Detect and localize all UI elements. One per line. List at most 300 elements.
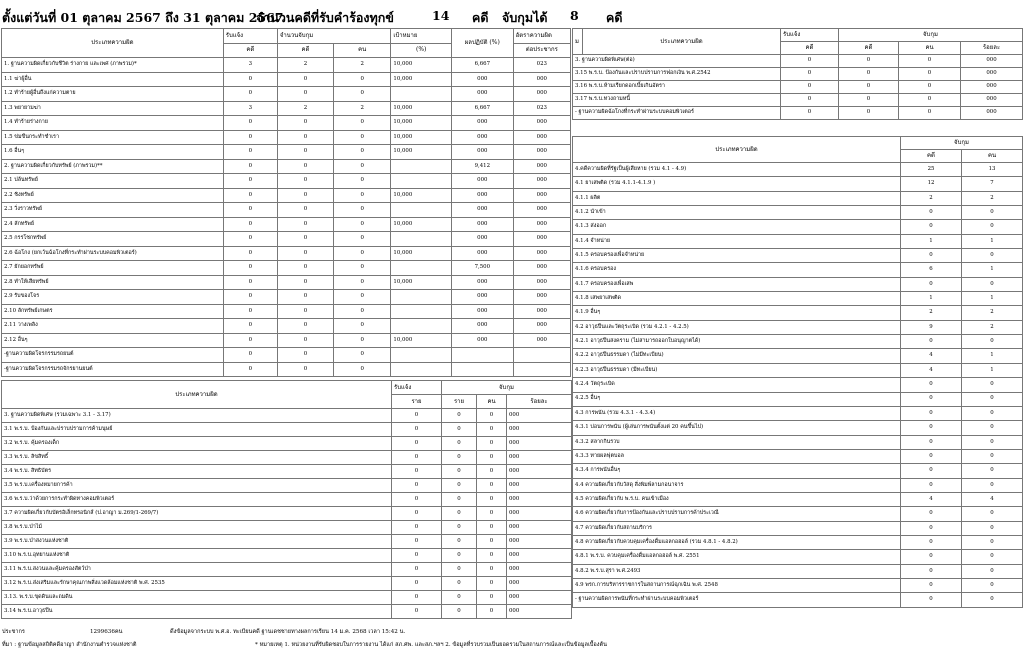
arrest-cases: 0 bbox=[277, 261, 333, 276]
crime-type: 3.13. พ.ร.บ.ขุดดินและถมดิน bbox=[2, 591, 392, 605]
reported-cases: 0 bbox=[223, 304, 277, 319]
rt-header-case1: คดี bbox=[781, 42, 839, 55]
result-percent: 000 bbox=[451, 145, 513, 160]
reported-cases: 0 bbox=[223, 145, 277, 160]
result-percent: 000 bbox=[451, 87, 513, 102]
table-row bbox=[2, 535, 572, 549]
arrest-cases: 0 bbox=[442, 479, 477, 493]
arrest-cases: 0 bbox=[277, 232, 333, 247]
arrest-cases: 0 bbox=[442, 437, 477, 451]
reported-cases: 0 bbox=[781, 107, 839, 120]
arrest-cases: 0 bbox=[901, 593, 962, 607]
crime-type: - ฐานความผิดการพนันที่กระทำผ่านระบบคอมพิวเตอร์ bbox=[573, 593, 901, 607]
target-value bbox=[391, 362, 452, 377]
crime-type: 3.1 พ.ร.บ. ป้องกันและปราบปรามการค้ามนุษย์ bbox=[2, 423, 392, 437]
rate-per-population: 000 bbox=[513, 116, 570, 131]
reported-cases: 0 bbox=[392, 563, 442, 577]
table-row bbox=[2, 87, 571, 102]
arrest-cases: 0 bbox=[277, 174, 333, 189]
arrest-cases: 0 bbox=[901, 507, 962, 521]
arrest-percent: 000 bbox=[507, 591, 572, 605]
table-row bbox=[573, 249, 1023, 263]
arrest-cases: 6 bbox=[901, 263, 962, 277]
arrest-persons: 0 bbox=[334, 217, 391, 232]
crime-type: 4.1 ยาเสพติด (รวม 4.1.1-4.1.9 ) bbox=[573, 177, 901, 191]
reported-cases: 0 bbox=[392, 479, 442, 493]
table-row bbox=[2, 479, 572, 493]
arrest-persons: 0 bbox=[899, 55, 961, 68]
reported-cases: 0 bbox=[781, 68, 839, 81]
crime-type: -ฐานความผิดโจรกรรมรถยนต์ bbox=[2, 348, 224, 363]
arrest-percent: 000 bbox=[961, 94, 1023, 107]
arrest-percent: 000 bbox=[507, 493, 572, 507]
lt-header-reported: รับแจ้ง bbox=[223, 29, 277, 44]
right-state-crime-table bbox=[572, 136, 1023, 608]
lt-header-pct: (%) bbox=[391, 43, 452, 58]
crime-type: 4.1.7 ครอบครองเพื่อเสพ bbox=[573, 277, 901, 291]
arrest-cases: 0 bbox=[442, 409, 477, 423]
arrest-persons: 1 bbox=[962, 292, 1023, 306]
arrest-cases: 0 bbox=[901, 449, 962, 463]
arrest-persons: 0 bbox=[477, 423, 507, 437]
crime-type: 3.7 ความผิดเกี่ยวกับบัตรอิเล็กทรอนิกส์ (ป.อาญา ม.269/1-269/7) bbox=[2, 507, 392, 521]
arrest-cases: 0 bbox=[901, 564, 962, 578]
arrest-persons: 1 bbox=[962, 349, 1023, 363]
rate-per-population: 000 bbox=[513, 217, 570, 232]
arrest-cases: 0 bbox=[442, 563, 477, 577]
population-value: 1299636คน bbox=[90, 629, 123, 635]
crime-type: 3.3 พ.ร.บ. ลิขสิทธิ์ bbox=[2, 451, 392, 465]
lb-header-pct: ร้อยละ bbox=[507, 395, 572, 409]
table-row bbox=[573, 263, 1023, 277]
arrest-percent: 000 bbox=[507, 577, 572, 591]
target-value: 10,000 bbox=[391, 188, 452, 203]
result-percent: 000 bbox=[451, 333, 513, 348]
arrest-percent: 000 bbox=[507, 423, 572, 437]
reported-cases: 0 bbox=[781, 81, 839, 94]
table-row bbox=[573, 107, 1023, 120]
arrest-cases: 0 bbox=[442, 549, 477, 563]
crime-type: 2.8 ทำให้เสียทรัพย์ bbox=[2, 275, 224, 290]
arrest-persons: 0 bbox=[477, 605, 507, 619]
table-row bbox=[2, 423, 572, 437]
arrest-cases: 0 bbox=[277, 290, 333, 305]
arrest-persons: 0 bbox=[962, 449, 1023, 463]
lt-header-case: คดี bbox=[223, 43, 277, 58]
crime-type: 3.14 พ.ร.บ.อาวุธปืน bbox=[2, 605, 392, 619]
crime-type: 2.4 ลักทรัพย์ bbox=[2, 217, 224, 232]
arrest-cases: 0 bbox=[277, 130, 333, 145]
arrest-persons: 0 bbox=[962, 550, 1023, 564]
table-row bbox=[2, 549, 572, 563]
result-percent: 000 bbox=[451, 275, 513, 290]
arrest-unit: คดี bbox=[606, 10, 623, 25]
crime-type: 3.5 พ.ร.บ.เครื่องหมายการค้า bbox=[2, 479, 392, 493]
crime-type: 4.8.1 พ.ร.บ. ควบคุมเครื่องดื่มแอลกอฮอล์ พ.ศ. 2551 bbox=[573, 550, 901, 564]
arrest-cases: 0 bbox=[277, 319, 333, 334]
arrest-label: จับกุมได้ bbox=[502, 10, 548, 25]
arrest-percent: 000 bbox=[507, 437, 572, 451]
arrest-persons: 0 bbox=[962, 535, 1023, 549]
arrest-persons: 0 bbox=[334, 362, 391, 377]
arrest-cases: 0 bbox=[442, 535, 477, 549]
arrest-cases: 25 bbox=[901, 163, 962, 177]
arrest-persons: 0 bbox=[334, 203, 391, 218]
arrest-cases: 0 bbox=[442, 521, 477, 535]
crime-type: 2.2 ชิงทรัพย์ bbox=[2, 188, 224, 203]
crime-type: 2.9 รับของโจร bbox=[2, 290, 224, 305]
result-percent: 7,500 bbox=[451, 261, 513, 276]
arrest-persons: 0 bbox=[962, 507, 1023, 521]
table-row bbox=[573, 306, 1023, 320]
remark-note: * หมายเหตุ 1. หน่วยงานที่รับผิดชอบในการรายงาน ได้แก่ สภ.ศพ. และสภ.ฯลฯ 2. ข้อมูลที่รวบรวมเป็นยอดรวมในสถานการณ์และเป็นข้อมูลเบื้องต้น bbox=[255, 642, 607, 648]
arrest-cases: 0 bbox=[277, 333, 333, 348]
rate-per-population: 000 bbox=[513, 188, 570, 203]
crime-type: 4.8.2 พ.ร.บ.สุรา พ.ศ.2493 bbox=[573, 564, 901, 578]
lt-header-type: ประเภทความผิด bbox=[2, 29, 224, 58]
target-value: 10,000 bbox=[391, 130, 452, 145]
target-value: 10,000 bbox=[391, 58, 452, 73]
table-row bbox=[573, 392, 1023, 406]
reported-cases: 0 bbox=[392, 549, 442, 563]
rate-per-population: 023 bbox=[513, 58, 570, 73]
arrest-cases: 0 bbox=[901, 550, 962, 564]
lb-header-reported: รับแจ้ง bbox=[392, 381, 442, 395]
table-row bbox=[573, 406, 1023, 420]
crime-type: 4.3.4 การพนันอื่นๆ bbox=[573, 464, 901, 478]
crime-type: 2.1 ปล้นทรัพย์ bbox=[2, 174, 224, 189]
reported-cases: 0 bbox=[392, 423, 442, 437]
arrest-cases: 0 bbox=[442, 423, 477, 437]
reported-cases: 0 bbox=[223, 261, 277, 276]
crime-type: 3.17 พ.ร.บ.ทวงถามหนี้ bbox=[573, 94, 781, 107]
rate-per-population: 000 bbox=[513, 319, 570, 334]
arrest-cases: 0 bbox=[277, 362, 333, 377]
reported-cases: 0 bbox=[223, 333, 277, 348]
arrest-cases: 4 bbox=[901, 492, 962, 506]
rt-header-no: ม bbox=[573, 29, 583, 55]
crime-type: 4.4 ความผิดเกี่ยวกับวัสดุ สิ่งพิมพ์ลามกอนาจาร bbox=[573, 478, 901, 492]
arrest-cases: 0 bbox=[442, 507, 477, 521]
lt-header-target: เป้าหมาย bbox=[391, 29, 452, 44]
arrest-percent: 000 bbox=[507, 507, 572, 521]
crime-type: 4.1.2 นำเข้า bbox=[573, 206, 901, 220]
arrest-persons: 0 bbox=[334, 304, 391, 319]
lb-header-type: ประเภทความผิด bbox=[2, 381, 392, 409]
arrest-cases: 0 bbox=[442, 493, 477, 507]
arrest-persons: 0 bbox=[477, 563, 507, 577]
rt-header-case2: คดี bbox=[839, 42, 899, 55]
table-row bbox=[573, 578, 1023, 592]
rate-per-population: 000 bbox=[513, 290, 570, 305]
reported-cases: 0 bbox=[392, 493, 442, 507]
arrest-persons: 2 bbox=[334, 58, 391, 73]
table-row bbox=[2, 304, 571, 319]
arrest-persons: 0 bbox=[962, 593, 1023, 607]
result-percent: 000 bbox=[451, 319, 513, 334]
result-percent: 9,412 bbox=[451, 159, 513, 174]
arrest-percent: 000 bbox=[961, 55, 1023, 68]
crime-type: 4.2.3 อาวุธปืนธรรมดา (มีทะเบียน) bbox=[573, 363, 901, 377]
table-row bbox=[2, 507, 572, 521]
reported-cases: 0 bbox=[223, 188, 277, 203]
arrest-percent: 000 bbox=[507, 451, 572, 465]
arrest-cases: 0 bbox=[901, 378, 962, 392]
reported-cases: 0 bbox=[392, 437, 442, 451]
table-row bbox=[573, 492, 1023, 506]
crime-type: 1.6 อื่นๆ bbox=[2, 145, 224, 160]
arrest-persons: 0 bbox=[334, 72, 391, 87]
table-row bbox=[573, 521, 1023, 535]
reported-cases: 0 bbox=[223, 203, 277, 218]
rate-per-population: 000 bbox=[513, 246, 570, 261]
arrest-cases: 12 bbox=[901, 177, 962, 191]
arrest-cases: 0 bbox=[839, 55, 899, 68]
arrest-persons: 0 bbox=[899, 94, 961, 107]
crime-type: 4.2.5 อื่นๆ bbox=[573, 392, 901, 406]
arrest-cases: 0 bbox=[277, 87, 333, 102]
crime-type: 4.5 ความผิดเกี่ยวกับ พ.ร.บ. คนเข้าเมือง bbox=[573, 492, 901, 506]
table-row bbox=[2, 246, 571, 261]
arrest-cases: 0 bbox=[839, 94, 899, 107]
table-row bbox=[2, 591, 572, 605]
target-value bbox=[391, 261, 452, 276]
arrest-persons: 1 bbox=[962, 363, 1023, 377]
table-row bbox=[2, 409, 572, 423]
arrest-cases: 0 bbox=[277, 159, 333, 174]
lt-header-result: ผลปฏิบัติ (%) bbox=[451, 29, 513, 58]
crime-type: 1. ฐานความผิดเกี่ยวกับชีวิต ร่างกาย และเพศ (ภาพรวม)* bbox=[2, 58, 224, 73]
result-percent: 6,667 bbox=[451, 101, 513, 116]
arrest-persons: 0 bbox=[334, 319, 391, 334]
reported-cases: 0 bbox=[223, 290, 277, 305]
arrest-persons: 0 bbox=[962, 335, 1023, 349]
arrest-cases: 0 bbox=[277, 72, 333, 87]
target-value bbox=[391, 290, 452, 305]
crime-type: 2.11 วางเพลิง bbox=[2, 319, 224, 334]
reported-cases: 0 bbox=[781, 55, 839, 68]
reported-cases: 0 bbox=[223, 232, 277, 247]
crime-type: 4.1.9 อื่นๆ bbox=[573, 306, 901, 320]
rd-header-type: ประเภทความผิด bbox=[573, 137, 901, 163]
population-label: ประชากร bbox=[2, 629, 25, 635]
crime-type: 4.1.1 ผลิต bbox=[573, 191, 901, 205]
crime-type: 1.5 ข่มขืนกระทำชำเรา bbox=[2, 130, 224, 145]
rt-header-type: ประเภทความผิด bbox=[583, 29, 781, 55]
rate-per-population: 000 bbox=[513, 304, 570, 319]
arrest-cases: 0 bbox=[839, 68, 899, 81]
target-value bbox=[391, 87, 452, 102]
arrest-persons: 2 bbox=[962, 191, 1023, 205]
right-special-table bbox=[572, 28, 1023, 120]
arrest-persons: 0 bbox=[477, 409, 507, 423]
left-special-table bbox=[1, 380, 572, 619]
crime-type: 2.12 อื่นๆ bbox=[2, 333, 224, 348]
crime-type: 2.5 กรรโชกทรัพย์ bbox=[2, 232, 224, 247]
target-value bbox=[391, 348, 452, 363]
arrest-persons: 0 bbox=[334, 130, 391, 145]
arrest-cases: 0 bbox=[901, 421, 962, 435]
arrest-percent: 000 bbox=[507, 465, 572, 479]
crime-type: 4.7 ความผิดเกี่ยวกับสถานบริการ bbox=[573, 521, 901, 535]
table-row bbox=[573, 449, 1023, 463]
arrest-cases: 0 bbox=[901, 220, 962, 234]
table-row bbox=[573, 464, 1023, 478]
table-row bbox=[573, 191, 1023, 205]
target-value bbox=[391, 159, 452, 174]
result-percent: 000 bbox=[451, 203, 513, 218]
arrest-persons: 0 bbox=[334, 261, 391, 276]
table-row bbox=[573, 163, 1023, 177]
result-percent: 000 bbox=[451, 304, 513, 319]
crime-type: 2.3 วิ่งราวทรัพย์ bbox=[2, 203, 224, 218]
arrest-persons: 0 bbox=[962, 578, 1023, 592]
lt-header-person: คน bbox=[334, 43, 391, 58]
report-header bbox=[2, 4, 1022, 28]
arrest-persons: 0 bbox=[899, 81, 961, 94]
crime-type: 4.1.4 จำหน่าย bbox=[573, 234, 901, 248]
arrest-cases: 0 bbox=[901, 535, 962, 549]
arrest-persons: 0 bbox=[899, 107, 961, 120]
rd-header-arrest: จับกุม bbox=[901, 137, 1023, 150]
target-value bbox=[391, 304, 452, 319]
crime-type: 4.3 การพนัน (รวม 4.3.1 - 4.3.4) bbox=[573, 406, 901, 420]
crime-type: 4.1.8 เสพยาเสพติด bbox=[573, 292, 901, 306]
reported-cases: 0 bbox=[223, 362, 277, 377]
left-crime-table bbox=[1, 28, 571, 377]
arrest-cases: 0 bbox=[839, 81, 899, 94]
target-value bbox=[391, 319, 452, 334]
table-row bbox=[2, 437, 572, 451]
arrest-persons: 0 bbox=[899, 68, 961, 81]
table-row bbox=[573, 320, 1023, 334]
reported-cases: 0 bbox=[392, 409, 442, 423]
arrest-persons: 0 bbox=[962, 435, 1023, 449]
arrest-persons: 0 bbox=[477, 493, 507, 507]
crime-type: - ฐานความผิดฉ้อโกงที่กระทำผ่านระบบคอมพิวเตอร์ bbox=[573, 107, 781, 120]
arrest-cases: 0 bbox=[277, 348, 333, 363]
arrest-cases: 0 bbox=[901, 464, 962, 478]
arrest-cases: 0 bbox=[277, 304, 333, 319]
table-row bbox=[2, 465, 572, 479]
arrest-cases: 1 bbox=[901, 234, 962, 248]
crime-type: 1.2 ทำร้ายผู้อื่นถึงแก่ความตาย bbox=[2, 87, 224, 102]
table-row bbox=[2, 130, 571, 145]
lb-header-r1: ราย bbox=[392, 395, 442, 409]
arrest-persons: 0 bbox=[477, 577, 507, 591]
rate-per-population: 023 bbox=[513, 101, 570, 116]
table-row bbox=[2, 203, 571, 218]
result-percent: 000 bbox=[451, 246, 513, 261]
rate-per-population: 000 bbox=[513, 174, 570, 189]
arrest-percent: 000 bbox=[507, 605, 572, 619]
crime-type: 4.8 ความผิดเกี่ยวกับควบคุมเครื่องดื่มแอลกอฮอล์ (รวม 4.8.1 - 4.8.2) bbox=[573, 535, 901, 549]
crime-type: 3.11 พ.ร.บ.สงวนและคุ้มครองสัตว์ป่า bbox=[2, 563, 392, 577]
arrest-cases: 0 bbox=[901, 406, 962, 420]
crime-type: 4.3.2 สลากกินรวบ bbox=[573, 435, 901, 449]
rate-per-population: 000 bbox=[513, 203, 570, 218]
reported-cases: 0 bbox=[223, 116, 277, 131]
table-row bbox=[573, 206, 1023, 220]
table-row bbox=[2, 362, 571, 377]
table-row bbox=[2, 217, 571, 232]
arrest-percent: 000 bbox=[507, 535, 572, 549]
arrest-cases: 0 bbox=[277, 203, 333, 218]
table-row bbox=[2, 493, 572, 507]
table-row bbox=[573, 550, 1023, 564]
crime-type: 4.9 พรก.การบริหารราชการในสถานการณ์ฉุกเฉิน พ.ศ. 2548 bbox=[573, 578, 901, 592]
arrest-persons: 0 bbox=[334, 275, 391, 290]
table-row bbox=[2, 563, 572, 577]
arrest-persons: 0 bbox=[334, 159, 391, 174]
table-row bbox=[573, 94, 1023, 107]
crime-type: 4.1.5 ครอบครองเพื่อจำหน่าย bbox=[573, 249, 901, 263]
table-row bbox=[573, 507, 1023, 521]
arrest-persons: 0 bbox=[477, 549, 507, 563]
crime-type: 3.9 พ.ร.บ.ป่าสงวนแห่งชาติ bbox=[2, 535, 392, 549]
table-row bbox=[573, 421, 1023, 435]
arrest-persons: 13 bbox=[962, 163, 1023, 177]
result-percent bbox=[451, 362, 513, 377]
arrest-cases: 0 bbox=[442, 605, 477, 619]
reported-cases: 0 bbox=[223, 348, 277, 363]
rate-per-population: 000 bbox=[513, 333, 570, 348]
arrest-persons: 1 bbox=[962, 263, 1023, 277]
rate-per-population: 000 bbox=[513, 87, 570, 102]
lt-header-arrest: จำนวนจับกุม bbox=[277, 29, 391, 44]
arrest-persons: 0 bbox=[962, 277, 1023, 291]
table-row bbox=[573, 55, 1023, 68]
arrest-cases: 0 bbox=[839, 107, 899, 120]
arrest-cases: 0 bbox=[901, 277, 962, 291]
arrest-persons: 0 bbox=[334, 348, 391, 363]
arrest-cases: 0 bbox=[277, 217, 333, 232]
table-row bbox=[2, 577, 572, 591]
reported-cases: 0 bbox=[223, 275, 277, 290]
crime-type: 4.2.2 อาวุธปืนธรรมดา (ไม่มีทะเบียน) bbox=[573, 349, 901, 363]
crime-type: 3.2 พ.ร.บ. คุ้มครองเด็ก bbox=[2, 437, 392, 451]
target-value: 10,000 bbox=[391, 101, 452, 116]
target-value: 10,000 bbox=[391, 116, 452, 131]
reported-cases: 0 bbox=[392, 465, 442, 479]
crime-type: 3.12 พ.ร.บ.ส่งเสริมและรักษาคุณภาพสิ่งแวดล้อมแห่งชาติ พ.ศ. 2535 bbox=[2, 577, 392, 591]
rt-header-pct: ร้อยละ bbox=[961, 42, 1023, 55]
arrest-cases: 0 bbox=[442, 465, 477, 479]
arrest-cases: 0 bbox=[901, 435, 962, 449]
crime-type: -ฐานความผิดโจรกรรมรถจักรยานยนต์ bbox=[2, 362, 224, 377]
count-label: จำนวนคดีที่รับคำร้องทุกข์ bbox=[256, 10, 394, 25]
arrest-cases: 4 bbox=[901, 349, 962, 363]
arrest-persons: 2 bbox=[334, 101, 391, 116]
arrest-persons: 0 bbox=[477, 535, 507, 549]
arrest-persons: 0 bbox=[962, 249, 1023, 263]
reported-cases: 0 bbox=[223, 87, 277, 102]
arrest-percent: 000 bbox=[507, 479, 572, 493]
table-row bbox=[2, 319, 571, 334]
arrest-cases: 0 bbox=[442, 451, 477, 465]
reported-cases: 0 bbox=[223, 72, 277, 87]
crime-type: 3.10 พ.ร.บ.อุทยานแห่งชาติ bbox=[2, 549, 392, 563]
arrest-cases: 2 bbox=[901, 191, 962, 205]
arrest-persons: 0 bbox=[477, 437, 507, 451]
table-row bbox=[2, 275, 571, 290]
count-unit: คดี bbox=[472, 10, 489, 25]
arrest-percent: 000 bbox=[507, 563, 572, 577]
target-value: 10,000 bbox=[391, 72, 452, 87]
table-row bbox=[573, 220, 1023, 234]
reported-cases: 3 bbox=[223, 101, 277, 116]
arrest-persons: 1 bbox=[962, 234, 1023, 248]
